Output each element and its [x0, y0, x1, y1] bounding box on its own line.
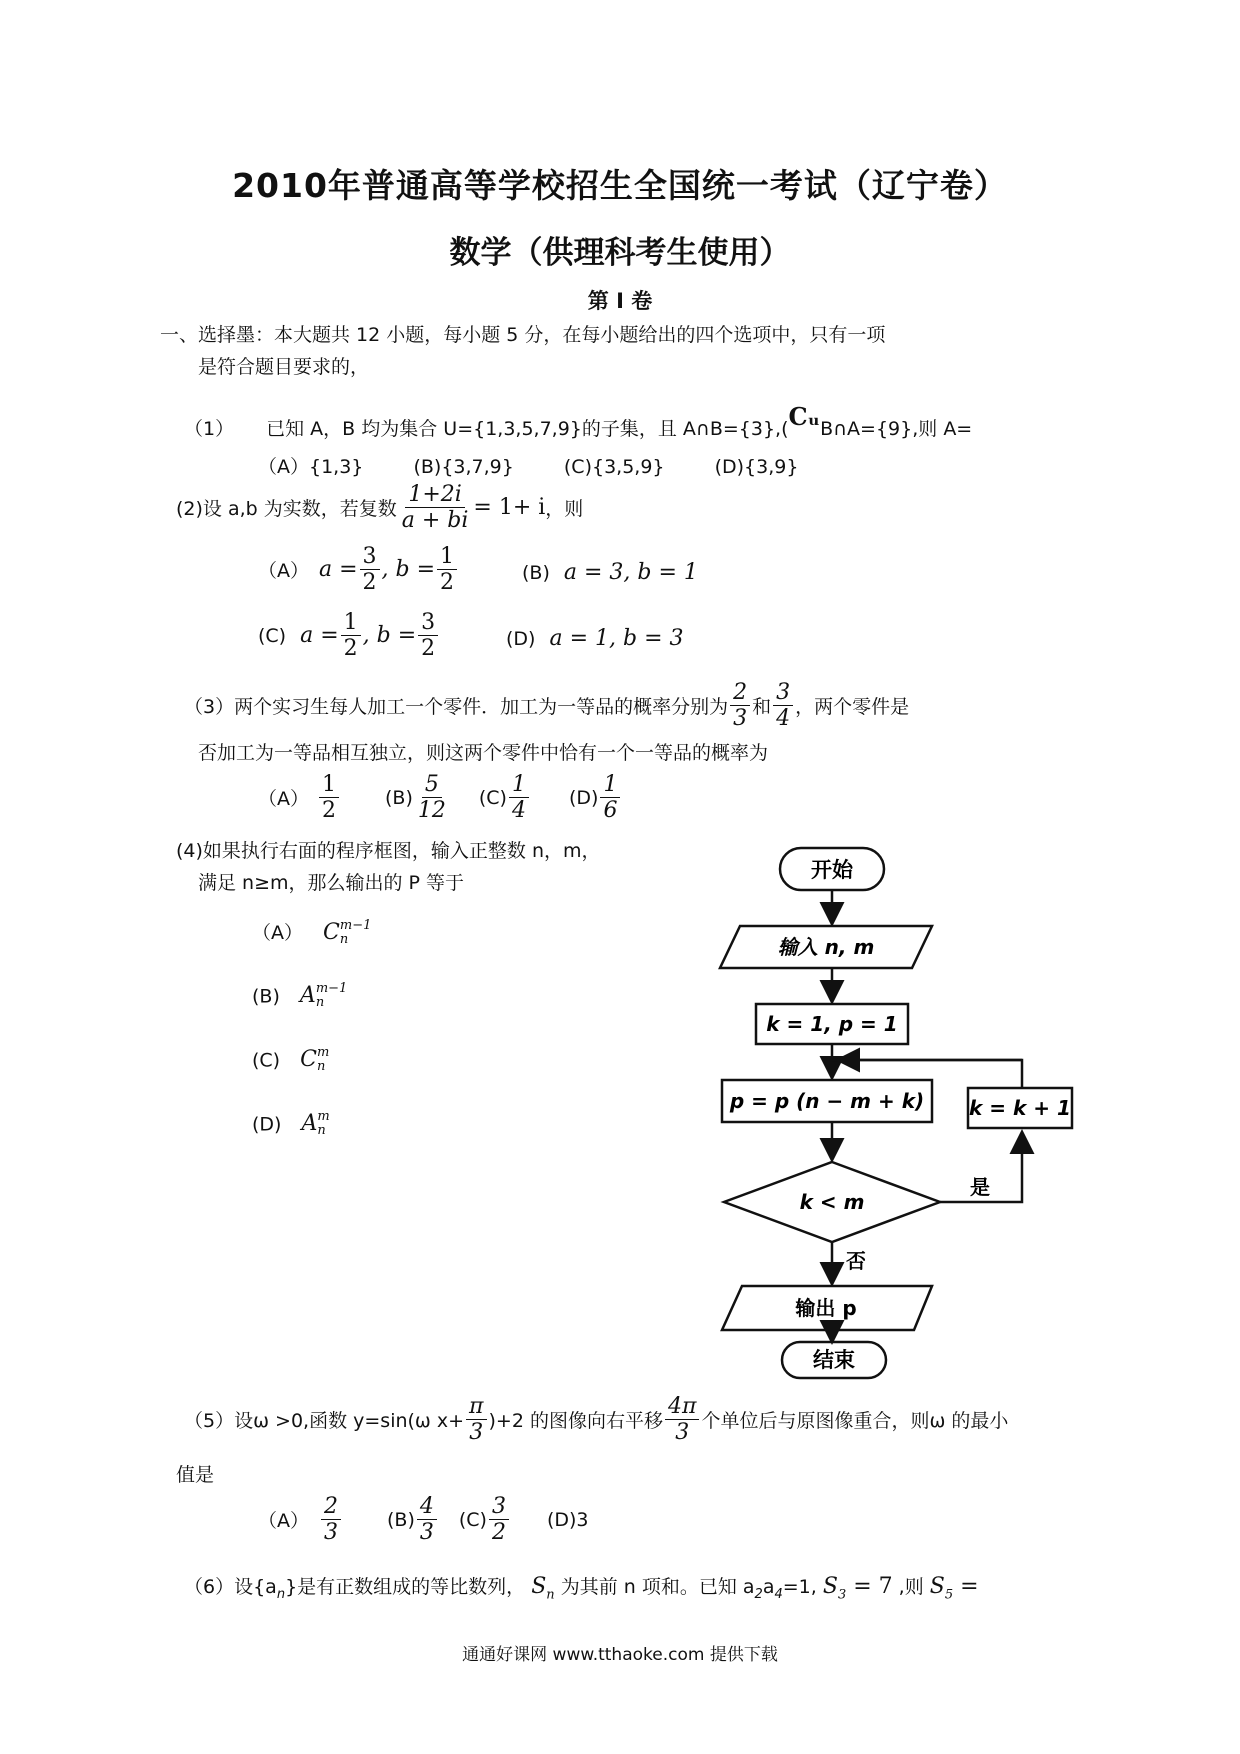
question-2-suffix: ，则: [545, 498, 584, 521]
question-4-line-1: (4)如果执行右面的程序框图，输入正整数 n，m，: [176, 840, 601, 862]
question-1-number: （1）: [184, 418, 235, 440]
question-4-option-d: [252, 1110, 330, 1139]
question-6-text: }是有正数组成的等比数列，: [285, 1576, 526, 1598]
superscript: m: [317, 1109, 330, 1124]
fraction-numerator: 2: [321, 1494, 341, 1520]
fraction-denominator: 2: [440, 570, 455, 596]
question-1-option-b: (B){3,7,9}: [413, 456, 514, 478]
fraction-denominator: 12: [417, 798, 446, 824]
fraction-numerator: 4π: [665, 1394, 699, 1420]
decision-label: k < m: [799, 1190, 865, 1214]
section-heading: 第 I 卷: [587, 289, 653, 313]
superscript: m: [316, 1045, 330, 1060]
fraction-numerator: 3: [773, 680, 793, 706]
fraction-denominator: 6: [603, 798, 618, 824]
question-1-option-d: (D){3,9}: [714, 456, 799, 478]
fraction: [437, 544, 457, 596]
instructions-line-1: 一、选择墨：本大题共 12 小题，每小题 5 分，在每小题给出的四个选项中，只有一项: [160, 324, 886, 346]
sum-symbol: S: [531, 1574, 547, 1599]
init-label: k = 1, p = 1: [766, 1012, 898, 1036]
arrangement-symbol: A: [299, 983, 316, 1009]
option-label: （A）: [252, 922, 303, 944]
question-1-option-c: (C){3,5,9}: [563, 456, 665, 478]
instructions-line-2: 是符合题目要求的，: [198, 356, 370, 378]
option-label: (D): [506, 627, 536, 650]
fraction-denominator: 2: [421, 636, 436, 662]
option-expr: a =: [319, 557, 358, 583]
option-label: (B): [385, 786, 413, 809]
output-label: 输出 p: [795, 1296, 857, 1320]
subscript: 4: [774, 1586, 783, 1602]
option-label: (D): [568, 786, 599, 809]
fraction-numerator: 5: [422, 772, 442, 798]
fraction: [730, 680, 750, 732]
question-2-prefix: (2)设 a,b 为实数，若复数: [176, 498, 397, 521]
question-1-option-a: （A）{1,3}: [258, 456, 364, 478]
option-label: (C): [458, 1508, 487, 1531]
sum-symbol: S: [822, 1574, 838, 1599]
option-expr: a = 1, b = 3: [549, 626, 684, 651]
subscript: 3: [837, 1587, 847, 1603]
fraction-numerator: 2: [730, 680, 750, 706]
page-subtitle: 数学（供理科考生使用）: [449, 235, 791, 271]
fraction: [773, 680, 793, 732]
fraction: [319, 772, 339, 824]
fraction-denominator: 3: [733, 706, 748, 732]
arrangement-symbol: A: [301, 1111, 318, 1137]
question-2-option-b: [522, 560, 698, 585]
question-5-options: [258, 1494, 589, 1546]
question-4-option-b: [252, 982, 347, 1011]
fraction-denominator: 2: [362, 570, 377, 596]
option-expr: , b =: [381, 557, 436, 583]
fraction-denominator: 4: [776, 706, 791, 732]
subscript: n: [276, 1586, 286, 1602]
fraction-denominator: 2: [322, 798, 336, 824]
subscript: n: [317, 1123, 326, 1139]
question-5: [184, 1394, 1008, 1446]
fraction: [341, 610, 361, 662]
option-label: (C): [478, 786, 507, 809]
fraction: [600, 772, 620, 824]
option-label: (D): [252, 1113, 282, 1136]
option-label: （A）: [258, 1510, 309, 1533]
subscript: 5: [944, 1587, 954, 1603]
page-title: 2010年普通高等学校招生全国统一考试（辽宁卷）: [232, 166, 1008, 205]
fraction-numerator: 3: [489, 1494, 509, 1520]
option-label: (D)3: [546, 1508, 589, 1531]
question-5-prefix: （5）设ω >0,函数 y=sin(ω x+: [184, 1410, 465, 1433]
start-label: 开始: [811, 858, 853, 882]
fraction-denominator: 2: [491, 1520, 506, 1546]
combination-symbol: C: [300, 1047, 317, 1073]
question-1-options: [258, 452, 834, 479]
no-label: 否: [846, 1249, 866, 1273]
fraction-numerator: 3: [418, 610, 438, 636]
fraction: [489, 1494, 509, 1546]
option-label: (C): [252, 1049, 281, 1072]
fraction-denominator: 3: [419, 1520, 434, 1546]
question-1: [184, 402, 973, 441]
question-3-suffix: ，两个零件是: [795, 696, 910, 719]
subscript: n: [339, 932, 349, 947]
fraction-numerator: 1: [509, 772, 529, 798]
fraction-numerator: 1+2i: [405, 482, 464, 508]
question-2-fraction: [399, 482, 472, 534]
fraction-denominator: 4: [511, 798, 526, 824]
option-label: (C): [258, 624, 287, 647]
question-1-stem-b: B∩A={9},则 A=: [820, 418, 973, 440]
question-2-rhs: = 1+ i: [473, 495, 546, 521]
question-6-text: a: [762, 1576, 775, 1598]
fraction-numerator: 3: [360, 544, 380, 570]
fraction-numerator: 1: [437, 544, 457, 570]
fraction: [418, 610, 438, 662]
question-1-stem-a: 已知 A，B 均为集合 U={1,3,5,7,9}的子集，且 A∩B={3},(: [266, 418, 789, 440]
complement-symbol: Cᵤ: [788, 402, 821, 431]
fraction-numerator: 1: [600, 772, 620, 798]
option-expr: a = 3, b = 1: [563, 560, 698, 585]
increment-label: k = k + 1: [969, 1096, 1071, 1120]
question-3-options: [258, 772, 622, 824]
end-label: 结束: [813, 1348, 855, 1372]
subscript: n: [315, 995, 325, 1011]
question-2-option-a: [258, 544, 459, 596]
subscript: n: [316, 1059, 326, 1075]
sum-symbol: S: [929, 1574, 945, 1599]
combination-symbol: C: [323, 920, 340, 945]
question-6-text: =1,: [782, 1576, 817, 1598]
option-label: (B): [252, 985, 280, 1008]
question-3-mid: 和: [752, 696, 772, 719]
fraction-numerator: 1: [319, 772, 339, 798]
fraction: [466, 1394, 486, 1446]
fraction-numerator: 1: [341, 610, 361, 636]
option-label: (B): [387, 1508, 415, 1531]
question-6-text: 为其前 n 项和。已知 a: [560, 1576, 755, 1598]
option-label: （A）: [258, 788, 309, 811]
superscript: m−1: [339, 917, 372, 933]
superscript: m−1: [315, 981, 348, 996]
fraction: [417, 1494, 437, 1546]
fraction-denominator: 3: [324, 1520, 338, 1546]
question-5-suffix: 个单位后与原图像重合，则ω 的最小: [701, 1410, 1009, 1433]
fraction-denominator: 3: [675, 1420, 690, 1446]
process-label: p = p (n − m + k): [729, 1089, 925, 1113]
fraction: [360, 544, 380, 596]
fraction-denominator: 2: [343, 636, 358, 662]
input-label: 输入 n, m: [777, 935, 875, 959]
question-2-option-c: [258, 610, 440, 662]
question-4-line-2: 满足 n≥m，那么输出的 P 等于: [198, 872, 465, 894]
program-flowchart: [700, 840, 1080, 1380]
fraction: [321, 1494, 341, 1546]
page-footer: 通通好课网 www.tthaoke.com 提供下载: [462, 1645, 778, 1665]
subscript: n: [546, 1587, 555, 1603]
yes-label: 是: [970, 1175, 990, 1199]
question-2-option-d: [506, 626, 684, 651]
question-3: [184, 680, 909, 732]
fraction: [665, 1394, 699, 1446]
option-label: (B): [522, 561, 550, 584]
fraction-numerator: 4: [417, 1494, 437, 1520]
question-3-prefix: （3）两个实习生每人加工一个零件．加工为一等品的概率分别为: [184, 696, 729, 719]
fraction-denominator: 3: [469, 1420, 484, 1446]
question-3-line-2: 否加工为一等品相互独立，则这两个零件中恰有一个一等品的概率为: [198, 742, 769, 764]
equation: =: [953, 1574, 979, 1599]
fraction: [415, 772, 449, 824]
fraction-numerator: π: [466, 1394, 486, 1420]
option-label: （A）: [258, 560, 309, 583]
question-5-mid: )+2 的图像向右平移: [488, 1410, 663, 1433]
question-6-prefix: （6）设{a: [184, 1576, 277, 1598]
question-5-line-2: 值是: [176, 1464, 215, 1486]
question-6-text: ,则: [892, 1576, 924, 1598]
question-6: [184, 1572, 979, 1602]
fraction: [509, 772, 529, 824]
subscript: 2: [754, 1586, 763, 1602]
question-4-option-a: [252, 918, 371, 947]
option-expr: , b =: [362, 623, 417, 649]
question-2: [176, 482, 583, 534]
equation: = 7: [846, 1574, 893, 1599]
fraction-denominator: a + bi: [401, 508, 469, 534]
option-expr: a =: [300, 623, 339, 649]
question-4-option-c: [252, 1046, 329, 1075]
